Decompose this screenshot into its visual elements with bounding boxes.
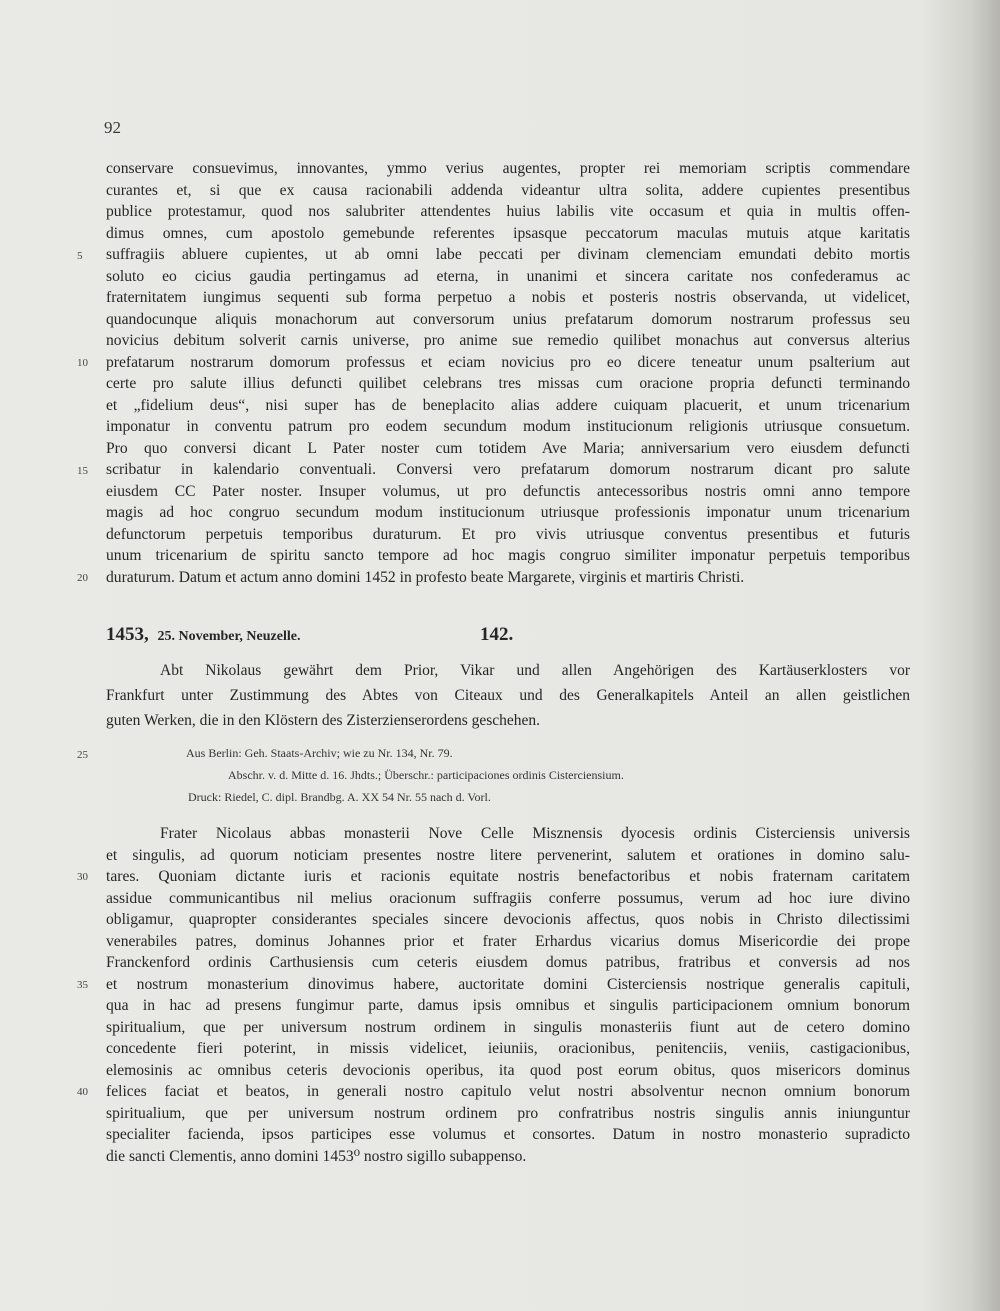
text-line: defunctorum perpetuis temporibus duraturum. Et pro vivis utriusque conventus presentibus et futuris — [106, 526, 910, 543]
text-line: Franckenford ordinis Carthusiensis cum ceteris eiusdem domus patribus, fratribus et conversis ad nos — [106, 954, 910, 971]
charter-date-place: 25. November, Neuzelle. — [157, 629, 301, 644]
text-line: Pro quo conversi dicant L Pater noster cum totidem Ave Maria; anniversarium vero eiusdem defuncti — [106, 440, 910, 457]
text-line: scribatur in kalendario conventuali. Conversi vero prefatarum domorum nostrarum dicant pro salute — [106, 461, 910, 478]
text-line: conservare consuevimus, innovantes, ymmo verius augentes, propter rei memoriam scriptis commendare — [106, 160, 910, 177]
text-line: curantes et, si que ex causa racionabili addenda videantur ultra solita, addere cupientes presentibus — [106, 182, 910, 199]
text-line: publice protestamur, quod nos salubriter attendentes huius labilis vite occasum et quia in multis offen- — [106, 203, 910, 220]
source-note: Aus Berlin: Geh. Staats-Archiv; wie zu Nr. 134, Nr. 79. — [186, 746, 453, 760]
text-line: concedente fieri poterint, in missis videlicet, ieiuniis, oracionibus, penitenciis, veniis, castigacionibus, — [106, 1040, 910, 1057]
charter-year: 1453, — [106, 624, 149, 645]
source-note: Abschr. v. d. Mitte d. 16. Jhdts.; Überschr.: participaciones ordinis Cisterciensium. — [228, 768, 624, 782]
text-line: et singulis, ad quorum noticiam presentes nostre litere pervenerint, salutem et orationes in domino salu- — [106, 847, 910, 864]
text-line: novicius debitum solverit carnis universe, pro anime sue remedio quilibet monachus aut conversus alterius — [106, 332, 910, 349]
text-line: venerabiles patres, dominus Johannes prior et frater Erhardus vicarius domus Misericordie dei prope — [106, 933, 910, 950]
text-line: Frater Nicolaus abbas monasterii Nove Celle Misznensis dyocesis ordinis Cisterciensis universis — [160, 825, 910, 842]
text-line: spiritualium, que per universum nostrum ordinem pro confratribus nostris singulis annis iniunguntur — [106, 1105, 910, 1122]
page-number: 92 — [104, 118, 121, 137]
line-number: 10 — [77, 357, 88, 369]
line-number: 15 — [77, 465, 88, 477]
text-line: et nostrum monasterium dinovimus habere, auctoritate domini Cisterciensis nostrique generalis capituli, — [106, 976, 910, 993]
charter-number: 142. — [480, 624, 514, 645]
text-line: certe pro salute illius defuncti quilibet celebrans tres missas cum oracione propria defuncti terminando — [106, 375, 910, 392]
line-number: 40 — [77, 1086, 88, 1098]
text-line: soluto eo cicius gaudia pertingamus ad eterna, in unanimi et sincera caritate nos confederamus ac — [106, 268, 910, 285]
text-line: magis ad hoc congruo secundum modum institucionum utriusque professionis imponatur unum tricenarium — [106, 504, 910, 521]
regest-line: guten Werken, die in den Klöstern des Zisterzienserordens geschehen. — [106, 712, 541, 729]
text-line: elemosinis ac omnibus ceteris devocionis operibus, ita quod post eorum obitus, quos misericors dominus — [106, 1062, 910, 1079]
text-line: quandocunque aliquis monachorum aut conversorum unius prefatarum domorum nostrarum professus seu — [106, 311, 910, 328]
text-line: unum tricenarium de spiritu sancto tempore ad hoc magis congruo similiter imponatur perpetuis temporibus — [106, 547, 910, 564]
regest-line: Frankfurt unter Zustimmung des Abtes von Citeaux und des Generalkapitels Anteil an allen geistlichen — [106, 687, 910, 704]
line-number: 30 — [77, 871, 88, 883]
text-line: prefatarum nostrarum domorum professus et eciam novicius pro eo dicere teneatur unum psalterium aut — [106, 354, 910, 371]
text-line: duraturum. Datum et actum anno domini 1452 in profesto beate Margarete, virginis et martiris Christi. — [106, 569, 745, 586]
line-number: 5 — [77, 250, 83, 262]
text-line: suffragiis abluere cupientes, ut ab omni labe peccati per divinam clemenciam emundati debito mortis — [106, 246, 910, 263]
text-line: dimus omnes, cum apostolo gemebunde referentes ipsasque peccatorum maculas mutuis atque karitatis — [106, 225, 910, 242]
line-number: 35 — [77, 979, 88, 991]
text-line: qua in hac ad presens fungimur parte, damus ipsis omnibus et singulis participacionem omnium bonorum — [106, 997, 910, 1014]
source-note: Druck: Riedel, C. dipl. Brandbg. A. XX 54 Nr. 55 nach d. Vorl. — [188, 790, 491, 804]
text-line: imponatur in conventu patrum pro eodem secundum modum institucionum religionis utriusque consuetum. — [106, 418, 910, 435]
text-line: spiritualium, que per universum nostrum ordinem in singulis monasteriis fiunt aut de cetero domino — [106, 1019, 910, 1036]
text-line: die sancti Clementis, anno domini 1453⁰ nostro sigillo subappenso. — [106, 1148, 527, 1165]
text-line: assidue communicantibus nil melius oracionum suffragiis conferre possumus, verum ad hoc iure divino — [106, 890, 910, 907]
text-line: specialiter facienda, ipsos participes esse volumus et consortes. Datum in nostro monasterio supradicto — [106, 1126, 910, 1143]
text-line: obligamur, quapropter considerantes speciales sincere devocionis affectus, quos nobis in Christo dilectissimi — [106, 911, 910, 928]
text-line: fraternitatem iungimus sequenti sub forma perpetuo a nobis et posteris nostris observanda, ut videlicet, — [106, 289, 910, 306]
text-line: tares. Quoniam dictante iuris et racionis equitate nostris benefactoribus et nobis fraternam caritatem — [106, 868, 910, 885]
text-line: felices faciat et beatos, in generali nostro capitulo velut nostri absolventur necnon omnium bonorum — [106, 1083, 910, 1100]
regest-line: Abt Nikolaus gewährt dem Prior, Vikar und allen Angehörigen des Kartäuserklosters vor — [160, 662, 910, 679]
line-number: 25 — [77, 749, 88, 761]
line-number: 20 — [77, 572, 88, 584]
charter-heading — [106, 624, 300, 646]
text-line: et „fidelium deus“, nisi super has de beneplacito alias addere cuiquam placuerit, et unum tricenarium — [106, 397, 910, 414]
text-line: eiusdem CC Pater noster. Insuper volumus, ut pro defunctis antecessoribus nostris omni anno tempore — [106, 483, 910, 500]
